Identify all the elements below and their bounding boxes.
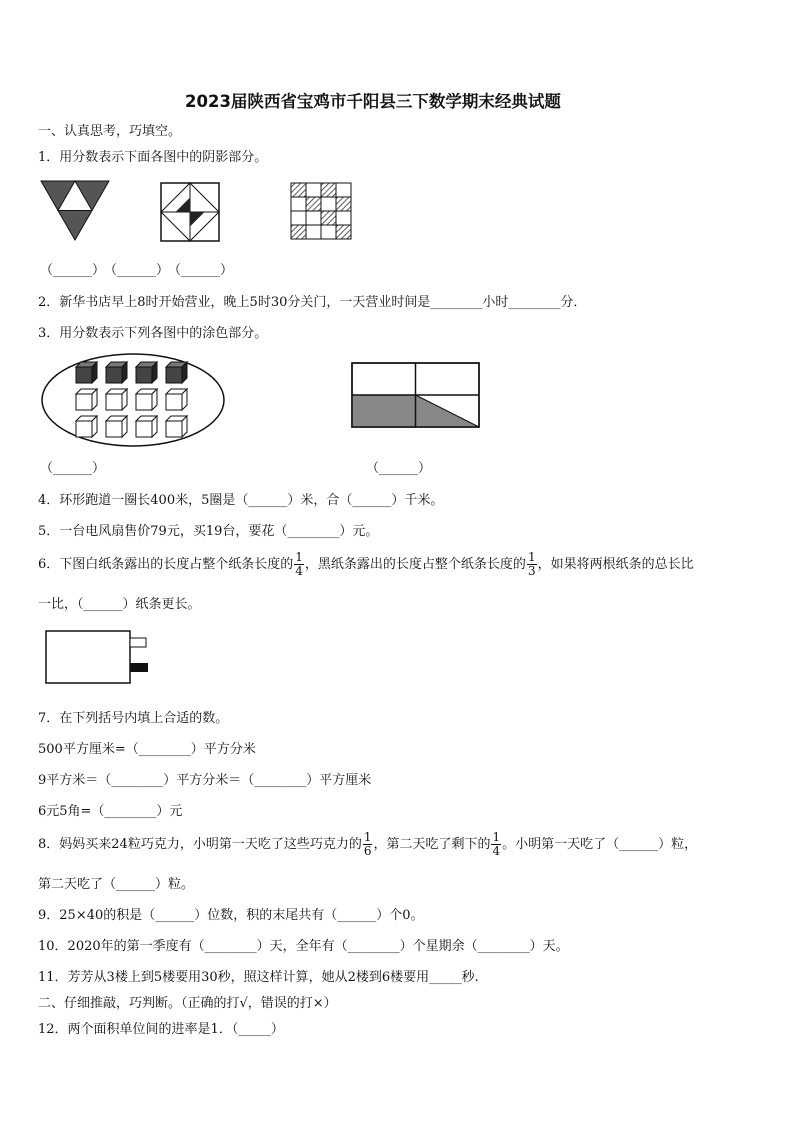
question-6-line-1	[38, 546, 694, 584]
q6-text-1: 6．下图白纸条露出的长度占整个纸条长度的	[38, 557, 294, 572]
question-7-line-3: 6元5角=（________）元	[38, 804, 183, 819]
fraction-one-quarter: $\frac{1}{4}$	[492, 830, 501, 858]
question-8-line-2: 第二天吃了（______）粒。	[38, 877, 195, 892]
white-cube	[136, 416, 157, 437]
white-cube	[76, 416, 97, 437]
shaded-cube	[76, 362, 97, 383]
shaded-rectangle-figure	[350, 361, 482, 431]
question-3: 3．用分数表示下列各图中的涂色部分。	[38, 326, 268, 341]
answer-blank[interactable]: （______）	[366, 461, 432, 476]
question-5: 5．一台电风扇售价79元，买19台，要花（________）元。	[38, 524, 379, 539]
shaded-cube	[166, 362, 187, 383]
q6-text-3: ，如果将两根纸条的总长比	[537, 557, 694, 572]
question-12: 12．两个面积单位间的进率是1．（_____）	[38, 1022, 284, 1037]
square-pinwheel-figure	[160, 182, 220, 242]
question-1: 1．用分数表示下面各图中的阴影部分。	[38, 150, 268, 165]
paper-strips-figure	[44, 628, 152, 688]
fraction-one-quarter: $\frac{1}{4}$	[295, 550, 303, 578]
cubes-in-oval-figure	[40, 352, 226, 448]
shaded-cube	[136, 362, 157, 383]
question-7-line-1: 500平方厘米=（________）平方分米	[38, 742, 256, 757]
white-cube	[106, 389, 127, 410]
white-cube	[136, 389, 157, 410]
answer-blank[interactable]: （______）	[40, 461, 106, 476]
answer-blank[interactable]: （______）	[40, 263, 106, 278]
q6-text-2: ，黑纸条露出的长度占整个纸条长度的	[304, 557, 526, 572]
section-heading-fill-blank: 一、认真思考，巧填空。	[38, 124, 182, 139]
answer-blank[interactable]: （______）	[168, 263, 234, 278]
answer-blank[interactable]: （______）	[104, 263, 170, 278]
oval-outline	[42, 354, 224, 446]
fraction-one-third: $\frac{1}{3}$	[527, 550, 536, 578]
question-2: 2．新华书店早上8时开始营业，晚上5时30分关门，一天营业时间是________小时________分．	[38, 295, 587, 310]
q8-text-1: 8．妈妈买来24粒巧克力，小明第一天吃了这些巧克力的	[38, 837, 362, 852]
question-10: 10．2020年的第一季度有（________）天，全年有（________）个星期余（________）天。	[38, 939, 569, 954]
question-11: 11．芳芳从3楼上到5楼要用30秒，照这样计算，她从2楼到6楼要用_____秒.	[38, 970, 479, 985]
question-9: 9．25×40的积是（______）位数，积的末尾共有（______）个0。	[38, 908, 424, 923]
page-title: 2023届陕西省宝鸡市千阳县三下数学期末经典试题	[185, 92, 561, 111]
question-6-line-2: 一比，（______）纸条更长。	[38, 597, 201, 612]
white-cube	[76, 389, 97, 410]
white-cube	[166, 416, 187, 437]
question-4: 4．环形跑道一圈长400米，5圈是（______）米，合（______）千米。	[38, 493, 444, 508]
white-cube	[166, 389, 187, 410]
grid-pattern-figure	[290, 182, 352, 240]
white-cube	[106, 416, 127, 437]
question-7-line-2: 9平方米＝（________）平方分米＝（________）平方厘米	[38, 773, 372, 788]
shaded-cube	[106, 362, 127, 383]
triangle-figure	[40, 180, 110, 242]
question-7: 7．在下列括号内填上合适的数。	[38, 711, 229, 726]
question-8-line-1	[38, 826, 697, 864]
section-heading-true-false: 二、仔细推敲，巧判断。（正确的打√，错误的打×）	[38, 996, 337, 1011]
q8-text-2: ，第二天吃了剩下的	[373, 837, 491, 852]
q8-text-3: 。小明第一天吃了（______）粒，	[502, 837, 698, 852]
fraction-one-sixth: $\frac{1}{6}$	[363, 830, 372, 858]
